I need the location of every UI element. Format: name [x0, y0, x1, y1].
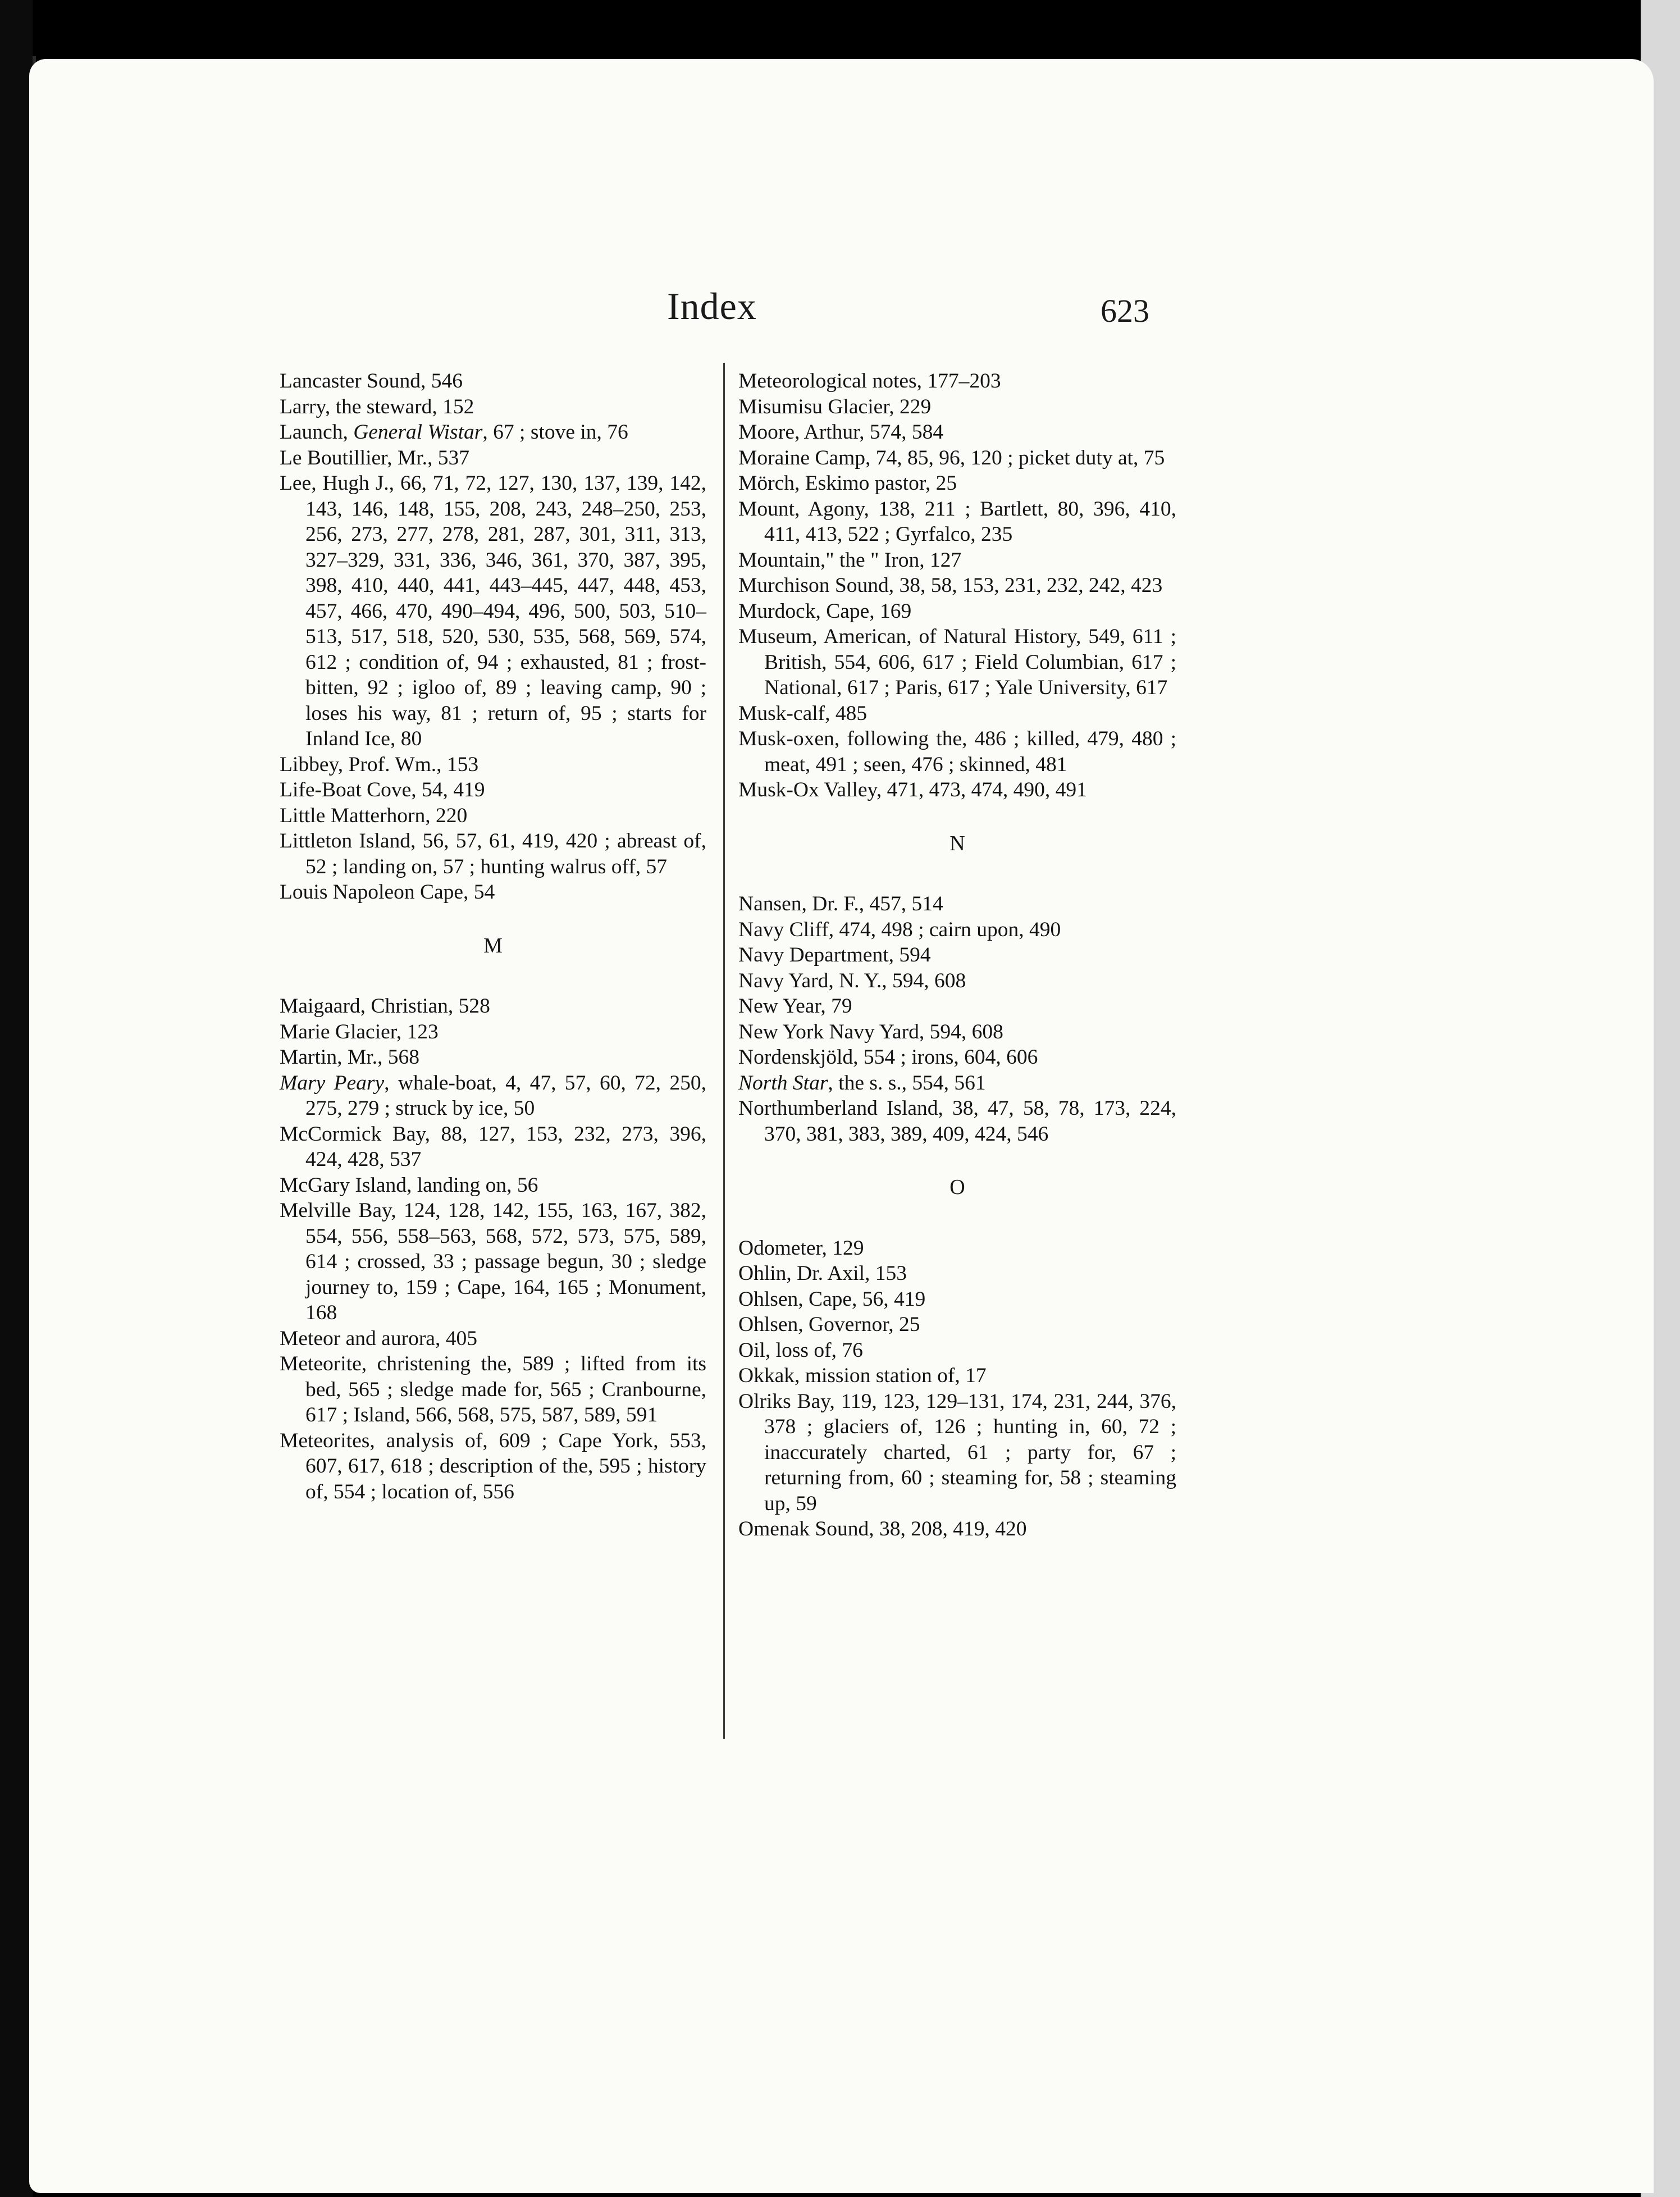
index-entry: Musk-Ox Valley, 471, 473, 474, 490, 491 — [738, 778, 1087, 801]
index-entry — [280, 1070, 706, 1122]
index-entry: Meteor and aurora, 405 — [280, 1327, 477, 1350]
index-entry-suffix: , 67 ; stove in, 76 — [482, 421, 628, 444]
index-entry: Navy Yard, N. Y., 594, 608 — [738, 969, 966, 992]
index-entry: Nansen, Dr. F., 457, 514 — [738, 892, 943, 915]
index-entry: Navy Department, 594 — [738, 943, 931, 967]
index-entry: Martin, Mr., 568 — [280, 1046, 419, 1069]
index-entry: Lee, Hugh J., 66, 71, 72, 127, 130, 137, 139, 142, 143, 146, 148, 155, 208, 243, 248–250, 253, 256, 273, 277, 278, 281, 287, 301, 311, 313, 327–329, 331, 336, 346, 361, 370, 387, 395, 398, 410, 440, 441, 443–445, 447, 448, 453, 457, 466, 470, 490–494, 496, 500, 503, 510–513, 517, 518, 520, 530, 535, 568, 569, 574, 612 ; condition of, 94 ; exhausted, 81 ; frost-bitten, 92 ; igloo of, 89 ; leaving camp, 90 ; loses his way, 81 ; return of, 95 ; starts for Inland Ice, 80 — [280, 472, 706, 750]
index-entry: Melville Bay, 124, 128, 142, 155, 163, 167, 382, 554, 556, 558–563, 568, 572, 573, 575, 589, 614 ; crossed, 33 ; passage begun, 30 ; sledge journey to, 159 ; Cape, 164, 165 ; Monument, 168 — [280, 1199, 706, 1324]
index-entry: Okkak, mission station of, 17 — [738, 1364, 987, 1387]
index-entry: Musk-calf, 485 — [738, 701, 868, 725]
index-entry: Murdock, Cape, 169 — [738, 599, 912, 623]
index-entry-suffix: , the s. s., 554, 561 — [828, 1071, 986, 1095]
index-entry: Marie Glacier, 123 — [280, 1020, 439, 1043]
index-entry: New York Navy Yard, 594, 608 — [738, 1020, 1003, 1043]
column-divider — [723, 363, 725, 1739]
page-title: Index — [667, 285, 757, 327]
index-entry: Little Matterhorn, 220 — [280, 804, 468, 827]
section-heading-o: O — [949, 1175, 965, 1199]
index-entry: Navy Cliff, 474, 498 ; cairn upon, 490 — [738, 918, 1061, 941]
section-heading-m: M — [483, 933, 503, 958]
left-column — [280, 368, 706, 1505]
entries-m-section — [280, 993, 706, 1505]
index-entry: Omenak Sound, 38, 208, 419, 420 — [738, 1517, 1027, 1540]
index-entry — [280, 420, 706, 445]
index-entry: Museum, American, of Natural History, 549, 611 ; British, 554, 606, 617 ; Field Columbian, 617 ; National, 617 ; Paris, 617 ; Yale University, 617 — [738, 625, 1176, 699]
index-entry: Maigaard, Christian, 528 — [280, 995, 490, 1018]
entries-n-section — [738, 891, 1176, 1147]
index-entry-italic-name: Mary Peary — [280, 1071, 385, 1095]
index-entry: Oil, loss of, 76 — [738, 1338, 863, 1362]
index-entry: New Year, 79 — [738, 995, 852, 1018]
entries-m-cont-section — [738, 368, 1176, 803]
index-entry-italic-name: General Wistar — [353, 421, 483, 444]
index-entry: McCormick Bay, 88, 127, 153, 232, 273, 396, 424, 428, 537 — [280, 1122, 706, 1171]
index-entry: Moraine Camp, 74, 85, 96, 120 ; picket duty at, 75 — [738, 446, 1165, 470]
index-entry: Misumisu Glacier, 229 — [738, 395, 932, 418]
index-entry: Musk-oxen, following the, 486 ; killed, 479, 480 ; meat, 491 ; seen, 476 ; skinned, 481 — [738, 727, 1176, 776]
index-entry: Moore, Arthur, 574, 584 — [738, 421, 944, 444]
index-entry: Mountain," the " Iron, 127 — [738, 548, 962, 572]
index-entry: Life-Boat Cove, 54, 419 — [280, 778, 485, 801]
index-entry: Ohlin, Dr. Axil, 153 — [738, 1262, 907, 1285]
index-entry-prefix: Launch, — [280, 421, 354, 444]
index-entry — [738, 1070, 1176, 1096]
entries-o-section — [738, 1236, 1176, 1542]
index-entry: Olriks Bay, 119, 123, 129–131, 174, 231, 244, 376, 378 ; glaciers of, 126 ; hunting in, 60, 72 ; inaccurately charted, 61 ; party for, 67 ; returning from, 60 ; steaming for, 58 ; steaming up, 59 — [738, 1389, 1176, 1515]
index-entry: Meteorite, christening the, 589 ; lifted from its bed, 565 ; sledge made for, 565 ; Cranbourne, 617 ; Island, 566, 568, 575, 587, 589, 591 — [280, 1352, 706, 1426]
index-entry: Mörch, Eskimo pastor, 25 — [738, 472, 957, 495]
index-entry: Meteorological notes, 177–203 — [738, 370, 1001, 393]
index-entry: Libbey, Prof. Wm., 153 — [280, 753, 479, 776]
entries-l-section — [280, 368, 706, 905]
index-entry: Ohlsen, Cape, 56, 419 — [738, 1287, 926, 1311]
index-entry: Mount, Agony, 138, 211 ; Bartlett, 80, 396, 410, 411, 413, 522 ; Gyrfalco, 235 — [738, 497, 1176, 546]
index-entry: Meteorites, analysis of, 609 ; Cape York, 553, 607, 617, 618 ; description of the, 595 ; history of, 554 ; location of, 556 — [280, 1429, 706, 1503]
index-entry: Louis Napoleon Cape, 54 — [280, 881, 495, 904]
index-entry: Odometer, 129 — [738, 1236, 864, 1260]
index-entry-suffix: , whale-boat, 4, 47, 57, 60, 72, 250, 275, 279 ; struck by ice, 50 — [305, 1071, 707, 1120]
index-entry: Littleton Island, 56, 57, 61, 419, 420 ; abreast of, 52 ; landing on, 57 ; hunting walrus off, 57 — [280, 829, 706, 878]
page-number: 623 — [1101, 293, 1149, 329]
section-heading-n: N — [949, 831, 965, 855]
index-entry: Nordenskjöld, 554 ; irons, 604, 606 — [738, 1046, 1038, 1069]
index-entry: Larry, the steward, 152 — [280, 395, 474, 418]
right-column — [738, 368, 1176, 1542]
index-entry: Northumberland Island, 38, 47, 58, 78, 173, 224, 370, 381, 383, 389, 409, 424, 546 — [738, 1097, 1176, 1146]
index-entry-italic-name: North Star — [738, 1071, 828, 1095]
index-entry: Murchison Sound, 38, 58, 153, 231, 232, 242, 423 — [738, 574, 1163, 597]
index-entry: Le Boutillier, Mr., 537 — [280, 446, 470, 470]
index-entry: Lancaster Sound, 546 — [280, 370, 463, 393]
index-entry: McGary Island, landing on, 56 — [280, 1173, 538, 1197]
index-entry: Ohlsen, Governor, 25 — [738, 1313, 920, 1336]
